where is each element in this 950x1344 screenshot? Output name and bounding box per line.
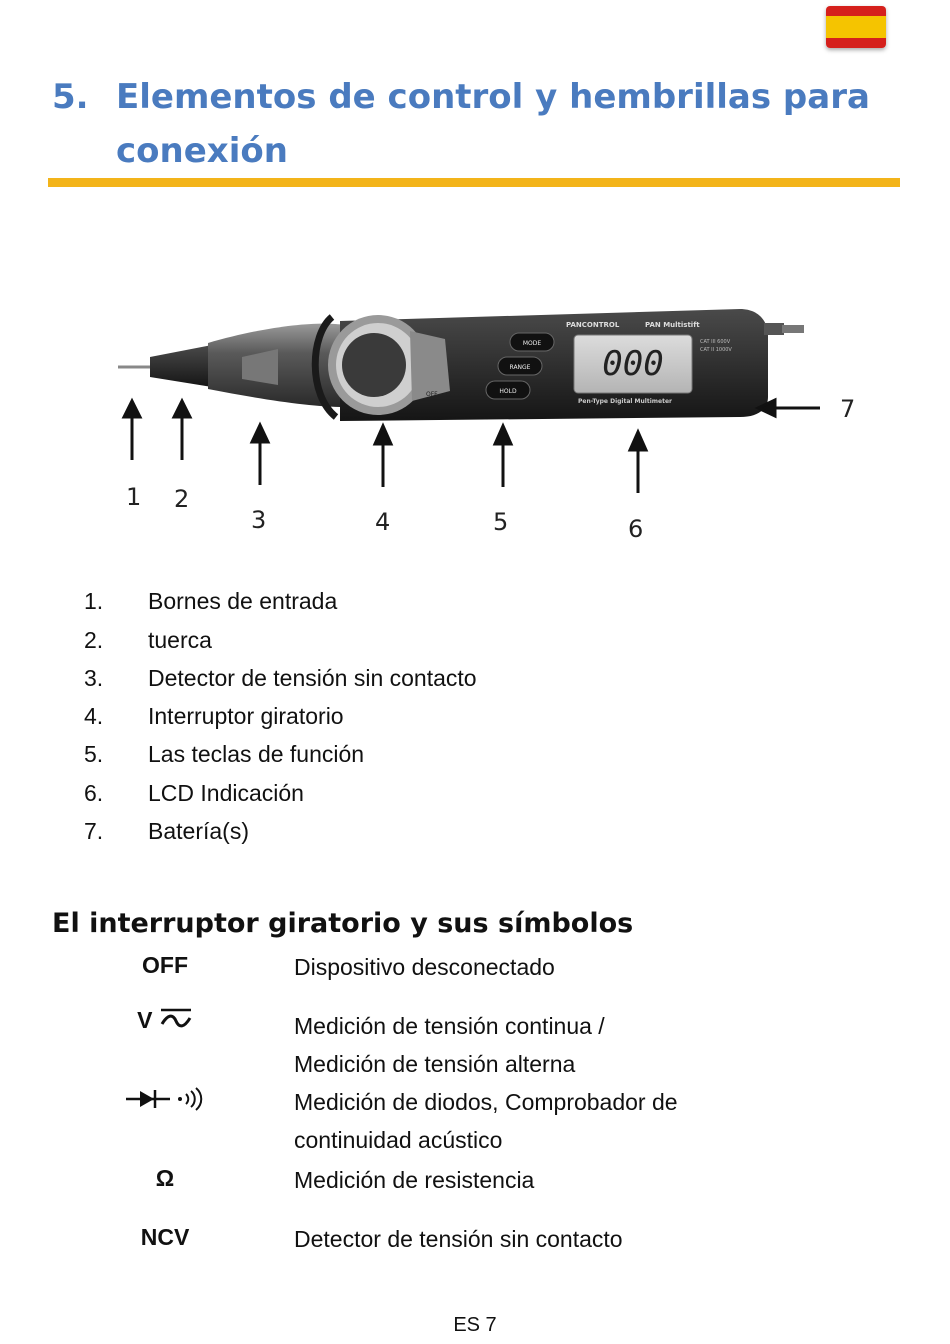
symbol-description bbox=[294, 1083, 854, 1159]
multimeter-figure bbox=[100, 295, 880, 555]
range-button-label: RANGE bbox=[509, 364, 531, 371]
diode-continuity-icon bbox=[122, 1086, 208, 1112]
list-item-number: 2. bbox=[84, 627, 104, 653]
symbol-description bbox=[294, 1161, 854, 1199]
callout-1: 1 bbox=[126, 483, 142, 511]
description-line: continuidad acústico bbox=[294, 1127, 503, 1153]
brand-label: PANCONTROL bbox=[566, 321, 620, 329]
description-line: Medición de tensión continua / bbox=[294, 1013, 605, 1039]
description-line: Dispositivo desconectado bbox=[294, 954, 555, 980]
callout-5: 5 bbox=[493, 508, 509, 536]
list-item bbox=[84, 665, 684, 703]
symbol-description bbox=[294, 1007, 854, 1083]
model-label: PAN Multistift bbox=[645, 321, 700, 329]
description-line: Medición de tensión alterna bbox=[294, 1051, 576, 1077]
symbol-ohm: Ω bbox=[155, 1165, 175, 1191]
section-number: 5. bbox=[52, 77, 89, 117]
symbol-description bbox=[294, 1220, 854, 1258]
list-item-number: 3. bbox=[84, 665, 104, 691]
list-item-label: Interruptor giratorio bbox=[148, 703, 344, 729]
symbol-diode bbox=[118, 1086, 212, 1118]
list-item bbox=[84, 588, 684, 626]
list-item-number: 4. bbox=[84, 703, 104, 729]
symbol-off: OFF bbox=[142, 952, 188, 978]
description-line: Medición de resistencia bbox=[294, 1167, 535, 1193]
list-item-number: 7. bbox=[84, 818, 104, 844]
spain-flag-icon bbox=[826, 6, 886, 48]
page-footer: ES 7 bbox=[453, 1314, 497, 1336]
cat-rating-2: CAT II 1000V bbox=[700, 347, 732, 353]
list-item-label: Detector de tensión sin contacto bbox=[148, 665, 477, 691]
callout-6: 6 bbox=[628, 515, 644, 543]
list-item-label: Batería(s) bbox=[148, 818, 249, 844]
callout-7: 7 bbox=[840, 395, 856, 423]
subtitle-label: Pen-Type Digital Multimeter bbox=[578, 398, 672, 405]
list-item bbox=[84, 741, 684, 779]
lcd-reading: 000 bbox=[602, 344, 664, 384]
list-item-number: 5. bbox=[84, 741, 104, 767]
symbol-voltage bbox=[120, 1006, 210, 1034]
list-item-label: Las teclas de función bbox=[148, 741, 365, 767]
callout-4: 4 bbox=[375, 508, 391, 536]
callout-3: 3 bbox=[251, 506, 267, 534]
cat-rating-1: CAT III 600V bbox=[700, 339, 731, 345]
symbol-ncv: NCV bbox=[140, 1224, 190, 1250]
list-item-label: Bornes de entrada bbox=[148, 588, 338, 614]
switch-section-title: El interruptor giratorio y sus símbolos bbox=[52, 908, 634, 939]
voltage-symbol-letter: V bbox=[137, 1007, 153, 1033]
list-item bbox=[84, 780, 684, 818]
callout-2: 2 bbox=[174, 485, 190, 513]
description-line: Detector de tensión sin contacto bbox=[294, 1226, 623, 1252]
list-item-number: 6. bbox=[84, 780, 104, 806]
hold-button-label: HOLD bbox=[499, 388, 517, 395]
dial-off-label: OFF bbox=[426, 391, 438, 398]
list-item-label: LCD Indicación bbox=[148, 780, 304, 806]
multimeter-illustration bbox=[100, 295, 880, 555]
heading-rule bbox=[48, 178, 900, 187]
list-item bbox=[84, 627, 684, 665]
ac-dc-voltage-icon bbox=[159, 1006, 193, 1032]
list-item bbox=[84, 703, 684, 741]
list-item bbox=[84, 818, 684, 856]
section-title: Elementos de control y hembrillas para conexión bbox=[116, 77, 870, 171]
description-line: Medición de diodos, Comprobador de bbox=[294, 1089, 678, 1115]
probe-nut bbox=[150, 345, 212, 387]
list-item-label: tuerca bbox=[148, 627, 212, 653]
rear-cap bbox=[764, 323, 784, 335]
mode-button-label: MODE bbox=[522, 340, 542, 347]
symbol-description bbox=[294, 948, 854, 986]
list-item-number: 1. bbox=[84, 588, 104, 614]
